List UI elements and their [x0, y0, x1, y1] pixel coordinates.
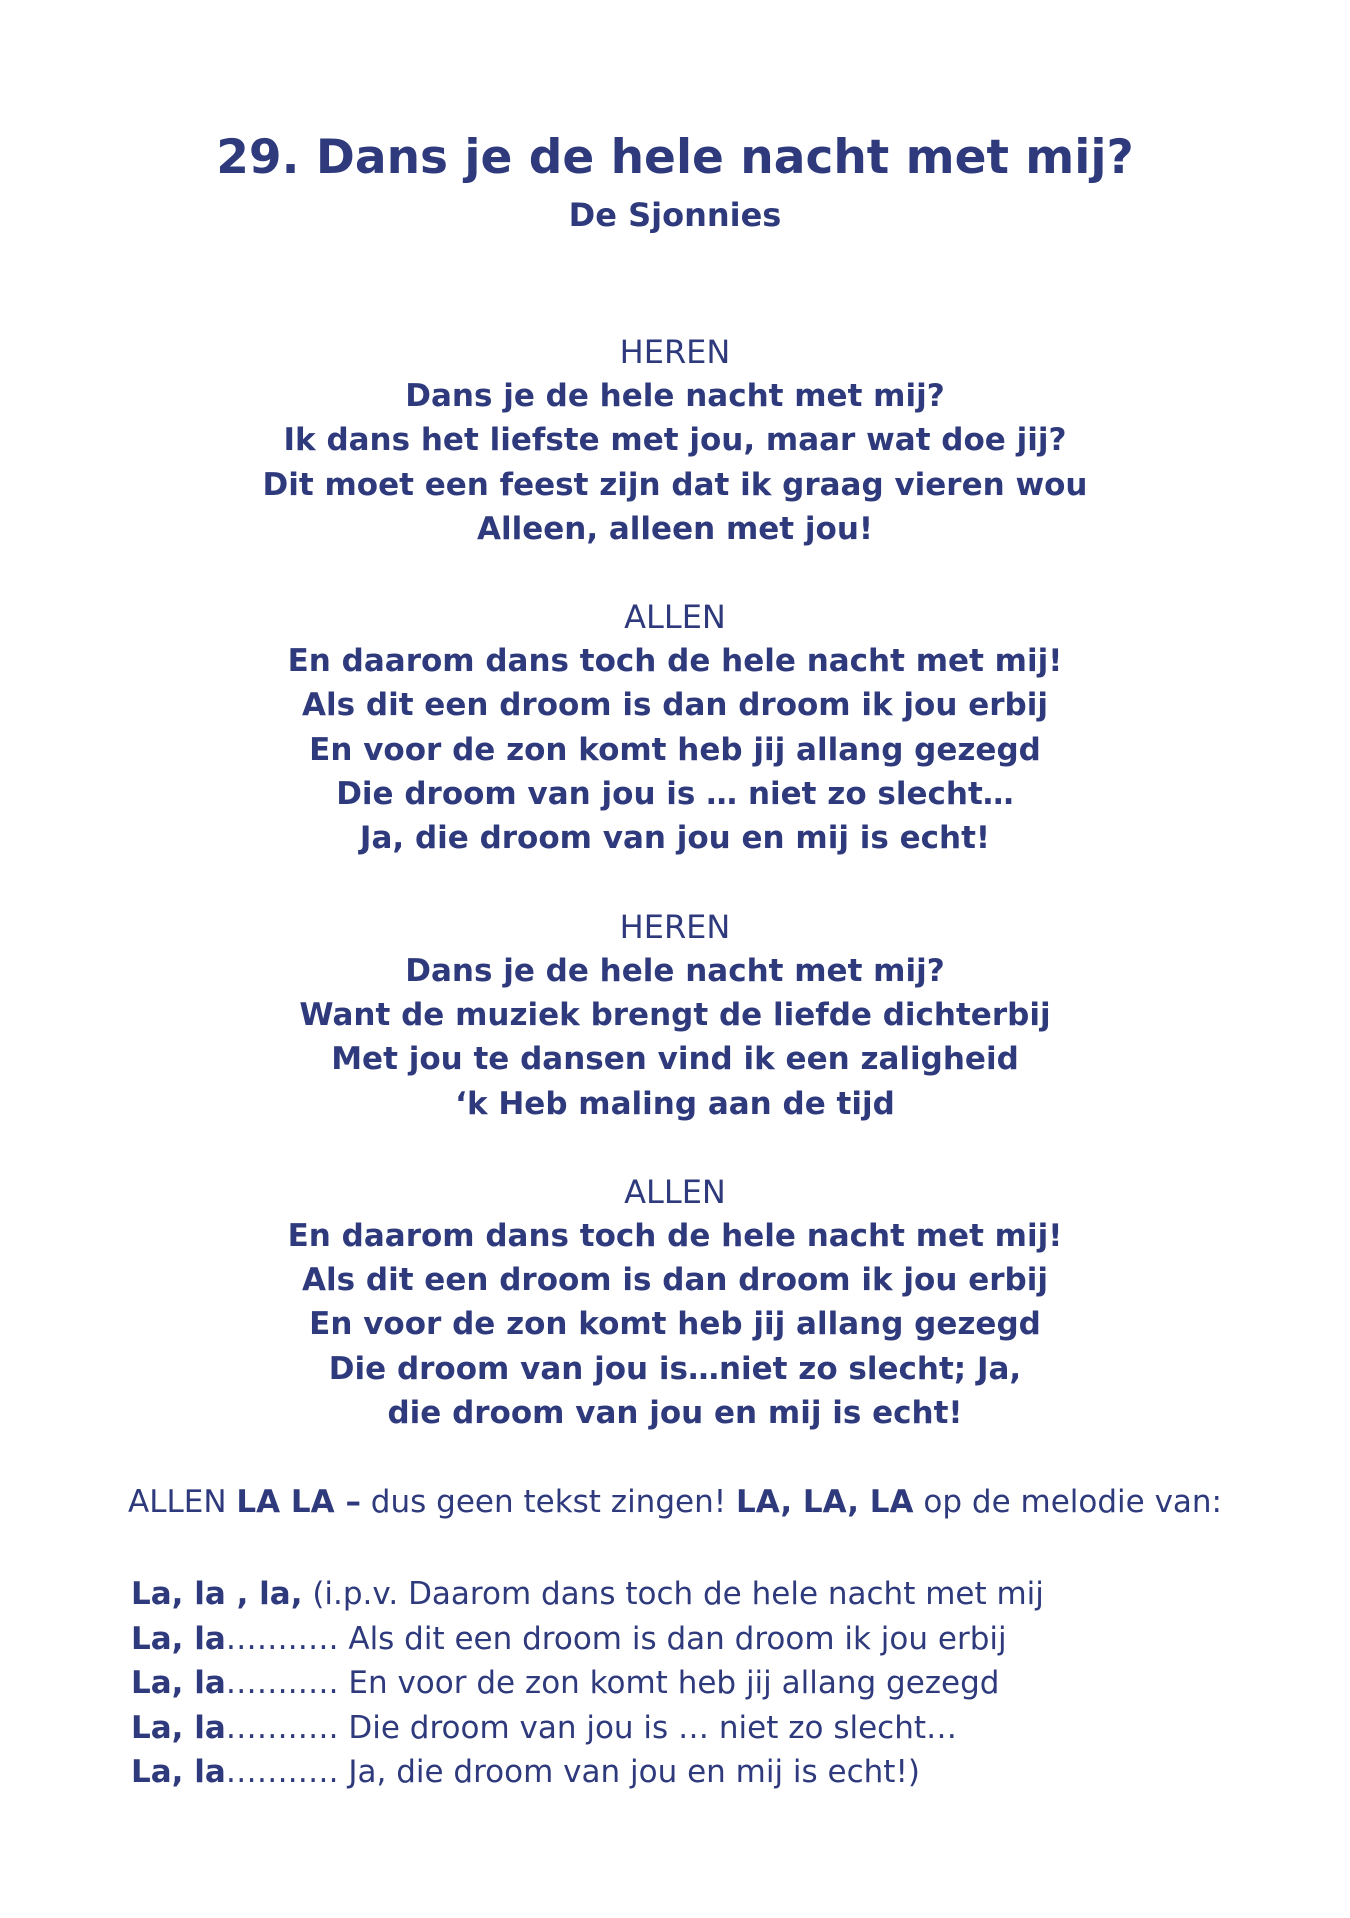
- lyric-line: Ja, die droom van jou en mij is echt!: [359, 820, 991, 857]
- lala-syllables: La, la: [131, 1620, 226, 1657]
- section-role: HEREN: [619, 907, 731, 946]
- lyric-line: Die droom van jou is … niet zo slecht…: [336, 776, 1014, 813]
- lala-line: [131, 1617, 1311, 1662]
- lyric-line: En voor de zon komt heb jij allang gezegd: [309, 731, 1041, 768]
- lala-text: …….…. Als dit een droom is dan droom ik jou erbij: [225, 1620, 1007, 1657]
- section-role: HEREN: [619, 333, 731, 371]
- lala-syllables: La, la: [131, 1709, 226, 1746]
- instruction-bold: LA LA –: [236, 1484, 361, 1520]
- lala-line: [131, 1572, 1311, 1617]
- lala-line: [131, 1750, 1311, 1795]
- lala-syllables: La, la: [131, 1665, 226, 1701]
- lala-text: (i.p.v. Daarom dans toch de hele nacht met mij: [302, 1576, 1044, 1612]
- lala-text: …….…. Ja, die droom van jou en mij is echt!): [225, 1754, 920, 1790]
- lyric-line: Dit moet een feest zijn dat ik graag vieren wou: [262, 466, 1088, 503]
- lyric-line: Dans je de hele nacht met mij?: [405, 952, 945, 989]
- instruction-text: dus geen tekst zingen!: [360, 1484, 737, 1520]
- lyric-line: Met jou te dansen vind ik een zaligheid: [331, 1041, 1019, 1078]
- lyric-line: En daarom dans toch de hele nacht met mij!: [287, 1217, 1063, 1254]
- song-title: 29. Dans je de hele nacht met mij?: [216, 130, 1134, 185]
- instruction-bold: LA, LA, LA: [736, 1484, 914, 1520]
- section-role: ALLEN: [624, 598, 726, 637]
- lyric-line: En daarom dans toch de hele nacht met mij!: [287, 643, 1063, 680]
- lyric-line: Ik dans het liefste met jou, maar wat doe jij?: [283, 422, 1067, 459]
- lyric-line: Als dit een droom is dan droom ik jou erbij: [302, 1262, 1048, 1299]
- lyrics-body: [0, 330, 1350, 1479]
- lyric-line: Die droom van jou is…niet zo slecht; Ja,: [328, 1350, 1022, 1387]
- lala-line: [131, 1661, 1311, 1706]
- lala-syllables: La, la: [131, 1754, 226, 1790]
- lyric-line: ‘k Heb maling aan de tijd: [455, 1085, 895, 1122]
- chorus-section: [0, 1170, 1350, 1435]
- instruction-text: op de melodie van:: [913, 1484, 1223, 1520]
- song-artist: De Sjonnies: [568, 196, 782, 234]
- verse-section: [0, 905, 1350, 1126]
- lyric-line: Want de muziek brengt de liefde dichterbij: [299, 996, 1051, 1033]
- lyric-line: En voor de zon komt heb jij allang gezegd: [309, 1306, 1041, 1343]
- lyric-line: Als dit een droom is dan droom ik jou erbij: [302, 687, 1048, 724]
- lala-text: …….…. Die droom van jou is … niet zo slecht…: [225, 1709, 958, 1746]
- verse-section: [0, 330, 1350, 551]
- section-role: ALLEN: [624, 1172, 726, 1211]
- lala-list: [131, 1572, 1311, 1795]
- lala-line: [131, 1706, 1311, 1751]
- lala-syllables: La, la , la,: [131, 1576, 303, 1612]
- instruction-line: [0, 1480, 1350, 1524]
- instruction-text: ALLEN: [127, 1484, 237, 1520]
- lala-text: …….…. En voor de zon komt heb jij allang gezegd: [225, 1665, 1000, 1701]
- lyric-line: Alleen, alleen met jou!: [476, 510, 874, 547]
- lyric-line: Dans je de hele nacht met mij?: [405, 378, 945, 414]
- lyric-line: die droom van jou en mij is echt!: [387, 1395, 963, 1432]
- chorus-section: [0, 595, 1350, 860]
